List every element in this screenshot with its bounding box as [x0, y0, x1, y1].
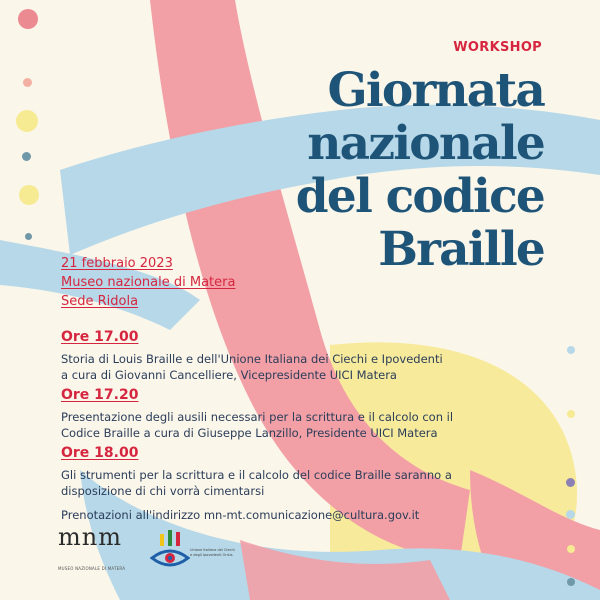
- slot-desc-line-1: Storia di Louis Braille e dell'Unione Italiana dei Ciechi e Ipovedenti: [61, 352, 443, 366]
- schedule-slot: [61, 385, 541, 441]
- event-site: Sede Ridola: [61, 294, 139, 309]
- slot-description: [61, 467, 541, 499]
- title-line-3: del codice: [295, 169, 544, 224]
- decor-dot-pink-small: [23, 78, 32, 87]
- decor-dot-yellow: [16, 110, 38, 132]
- slot-desc-line-2: Codice Braille a cura di Giuseppe Lanzillo, Presidente UICI Matera: [61, 426, 438, 440]
- event-info: [61, 254, 541, 523]
- title-line-1: Giornata: [327, 63, 544, 118]
- schedule-slot: [61, 327, 541, 383]
- slot-desc-line-2: disposizione di chi vorrà cimentarsi: [61, 484, 265, 498]
- decor-dot-blue-2: [25, 233, 32, 240]
- decor-dot-blue: [22, 152, 31, 161]
- workshop-label: WORKSHOP: [453, 40, 542, 55]
- decor-dot-right-1: [567, 346, 575, 354]
- slot-desc-line-1: Gli strumenti per la scrittura e il calcolo del codice Braille saranno a: [61, 468, 452, 482]
- slot-desc-line-2: a cura di Giovanni Cancelliere, Vicepresidente UICI Matera: [61, 368, 397, 382]
- schedule-slot: [61, 443, 541, 499]
- slot-time: Ore 17.00: [61, 329, 139, 345]
- decor-dot-right-6: [567, 578, 575, 586]
- slot-description: [61, 409, 541, 441]
- decor-dot-right-2: [567, 410, 575, 418]
- slot-description: [61, 351, 541, 383]
- museum-logo: [58, 524, 128, 576]
- decor-dot-yellow-2: [19, 185, 39, 205]
- title-line-4: Braille: [378, 222, 544, 277]
- uici-logo: [150, 524, 240, 580]
- decor-dot-right-4: [566, 510, 575, 519]
- event-title: [184, 64, 544, 276]
- event-date: 21 febbraio 2023: [61, 256, 173, 271]
- museum-logo-mark: mnm: [58, 523, 122, 551]
- decor-dot-right-5: [567, 545, 575, 553]
- slot-desc-line-1: Presentazione degli ausili necessari per la scrittura e il calcolo con il: [61, 410, 454, 424]
- title-line-2: nazionale: [307, 116, 544, 171]
- museum-logo-caption: MUSEO NAZIONALE DI MATERA: [58, 566, 126, 571]
- decor-dot-right-3: [566, 478, 575, 487]
- uici-emblem-icon: [150, 528, 190, 578]
- venue-block: [61, 254, 541, 311]
- booking-info: Prenotazioni all'indirizzo mn-mt.comunicazione@cultura.gov.it: [61, 508, 420, 522]
- event-place: Museo nazionale di Matera: [61, 275, 236, 290]
- uici-logo-caption: Unione Italiana dei Ciechi e degli Ipovedenti Onlus: [190, 548, 235, 557]
- decor-dot-pink-large: [18, 9, 38, 29]
- slot-time: Ore 17.20: [61, 387, 139, 403]
- slot-time: Ore 18.00: [61, 445, 139, 461]
